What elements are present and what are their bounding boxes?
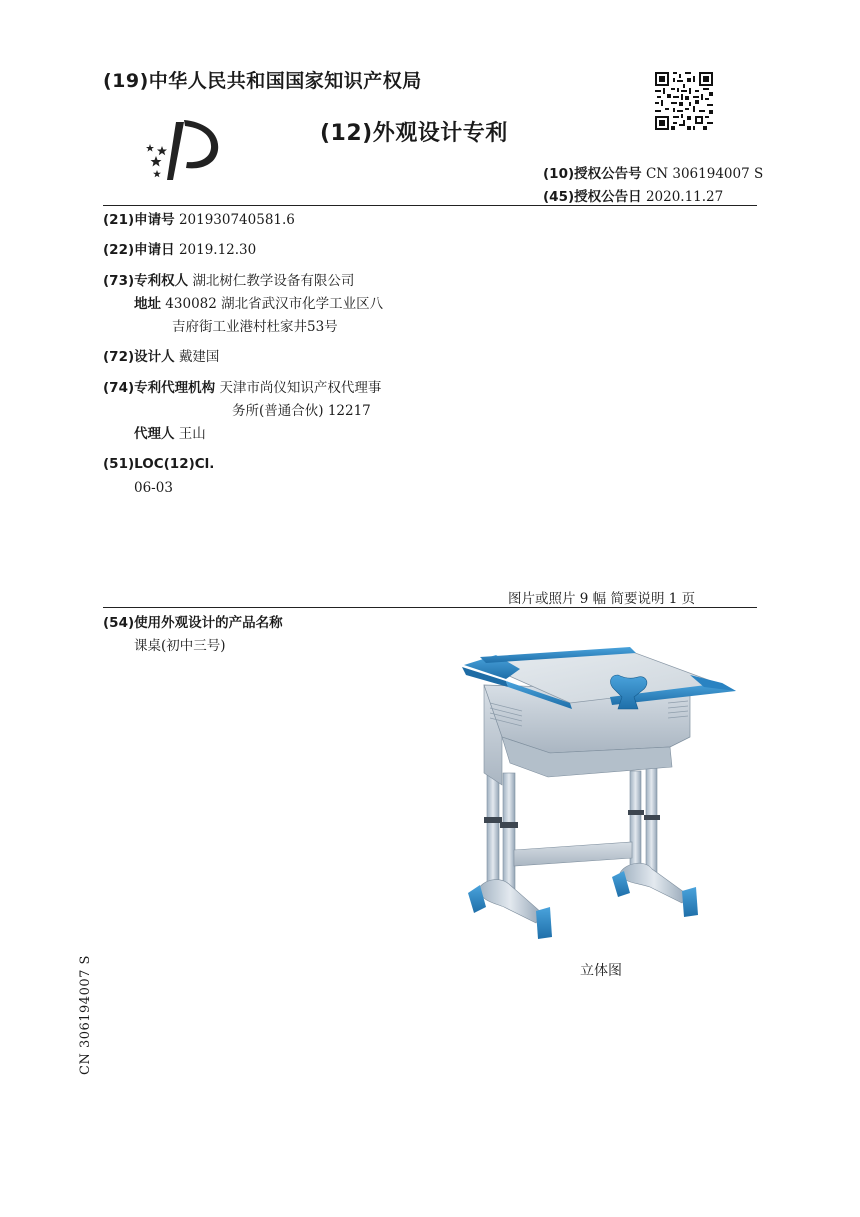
designer-value: 戴建国 [178,349,220,365]
designer-label: (72)设计人 [103,349,175,365]
address-line-2-text: 吉府街工业港村杜家井53号 [172,319,338,335]
filing-date-label: (22)申请日 [103,242,175,258]
address-label: 地址 [134,296,161,312]
cnipa-emblem-icon [140,116,222,182]
grant-date-row [543,185,723,205]
filing-date-row [103,238,256,262]
patentee-label: (73)专利权人 [103,273,189,289]
issuing-office: (19)中华人民共和国国家知识产权局 [103,70,422,92]
grant-date-value: 2020.11.27 [645,189,724,205]
agent-row [134,422,206,446]
designer-row [103,345,219,369]
product-name-row [134,634,226,658]
product-name-value: 课桌(初中三号) [134,638,226,654]
desk-perspective-figure [460,645,745,945]
patentee-value: 湖北树仁教学设备有限公司 [192,273,355,289]
patentee-row [103,269,354,293]
loc-classification-row [103,452,214,476]
agency-row [103,376,381,400]
agent-value: 王山 [178,426,206,442]
pages-note: 图片或照片 9 幅 简要说明 1 页 [508,591,696,607]
agency-label: (74)专利代理机构 [103,380,216,396]
agent-label: 代理人 [134,426,175,442]
application-number-row [103,208,295,232]
product-name-label-row [103,611,283,635]
application-number-value: 201930740581.6 [178,212,295,228]
address-row [134,292,383,316]
loc-classification-label: (51)LOC(12)Cl. [103,456,215,472]
header-divider [103,205,757,206]
address-line-1: 430082 湖北省武汉市化学工业区八 [165,296,384,312]
grant-number-row [543,162,763,182]
agency-line-2 [232,399,371,423]
document-type-title: (12)外观设计专利 [320,121,508,146]
address-line-2 [172,315,338,339]
qr-code-icon [655,72,713,130]
grant-number-label: (10)授权公告号 [543,166,642,182]
grant-number-value: CN 306194007 S [645,166,764,182]
agency-line-1: 天津市尚仪知识产权代理事 [219,380,382,396]
agency-line-2-text: 务所(普通合伙) 12217 [232,403,371,419]
side-publication-number: CN 306194007 S [78,955,93,1075]
loc-classification-value: 06-03 [134,480,173,496]
loc-classification-value-row [134,476,173,500]
grant-date-label: (45)授权公告日 [543,189,642,205]
summary-divider [103,607,757,608]
application-number-label: (21)申请号 [103,212,175,228]
filing-date-value: 2019.12.30 [178,242,257,258]
figure-caption: 立体图 [580,963,622,979]
product-name-label: (54)使用外观设计的产品名称 [103,615,283,631]
